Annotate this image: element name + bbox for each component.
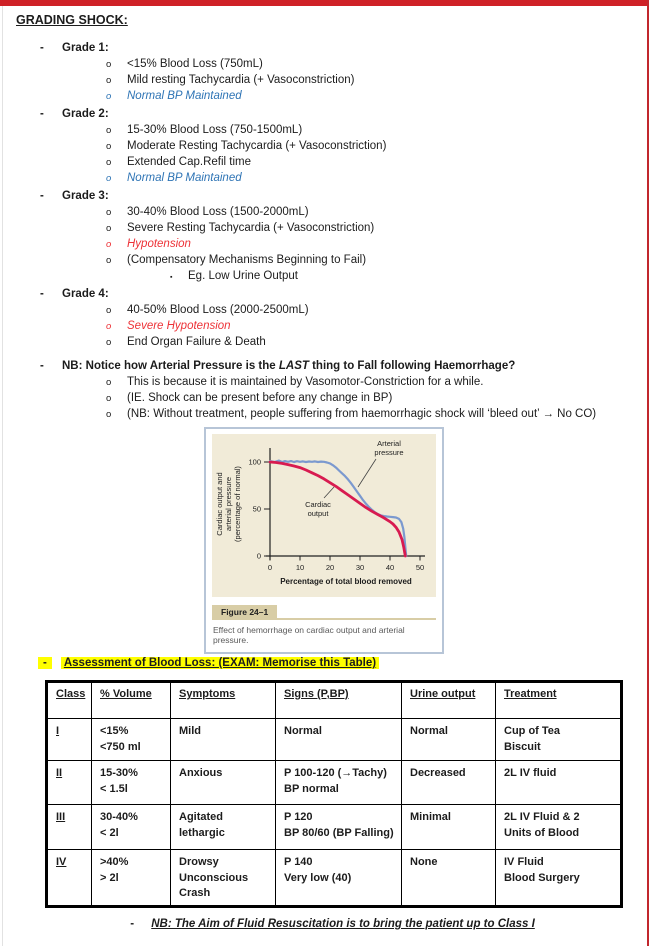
bullet-icon: o (106, 125, 112, 136)
table-cell (276, 761, 402, 805)
cardiac-output-curve (270, 462, 405, 556)
series-label: Cardiac (305, 500, 331, 509)
list-item-text: <15% Blood Loss (750mL) (127, 58, 263, 70)
list-item-text: Grade 2: (62, 108, 109, 120)
assessment-heading: Assessment of Blood Loss: (EXAM: Memorise this Table) (61, 657, 379, 669)
table-cell (47, 850, 92, 907)
table-cell-line: P 140 (284, 856, 313, 868)
bullet-icon: o (106, 305, 112, 316)
nb-item (0, 406, 641, 422)
bullet-icon: o (106, 377, 112, 388)
table-cell-line: Unconscious (179, 871, 249, 884)
table-cell (402, 719, 496, 761)
table-header-label: % Volume (100, 688, 152, 700)
table-cell-line: > 2l (100, 871, 119, 884)
table-cell-line: IV (56, 856, 67, 868)
list-item-text: Hypotension (127, 238, 191, 250)
nb-item (0, 390, 641, 406)
table-cell (92, 805, 171, 850)
table-cell-line: Normal (410, 725, 448, 737)
y-axis-title: Cardiac output and (215, 472, 224, 536)
grade-heading (0, 286, 641, 302)
grade-item (0, 56, 641, 72)
bullet-icon: - (40, 190, 44, 202)
table-cell (496, 761, 622, 805)
table-cell-line: Minimal (410, 811, 451, 823)
list-item-text: Moderate Resting Tachycardia (+ Vasoconstriction) (127, 140, 387, 152)
table-cell (402, 761, 496, 805)
list-item-text: (Compensatory Mechanisms Beginning to Fail) (127, 254, 367, 266)
table-cell-line: 2L IV Fluid & 2 (504, 811, 580, 823)
list-item-text: Normal BP Maintained (127, 90, 242, 102)
table-cell-line: Decreased (410, 767, 466, 779)
grade-item (0, 220, 641, 236)
list-item-text: Grade 3: (62, 190, 109, 202)
annotation-leader-line (358, 459, 376, 487)
nb-title-line (0, 358, 641, 374)
bullet-icon: o (106, 409, 112, 420)
x-tick-label: 50 (415, 563, 425, 572)
table-cell-line: Drowsy (179, 856, 219, 868)
x-tick-label: 30 (355, 563, 365, 572)
y-tick-label: 100 (248, 457, 261, 467)
y-axis-title: arterial pressure (224, 476, 233, 532)
bullet-icon: o (106, 157, 112, 168)
table-cell-line: < 1.5l (100, 782, 128, 795)
bullet-icon: ▪ (170, 274, 173, 281)
table-cell (402, 805, 496, 850)
list-item-text: Grade 1: (62, 42, 109, 54)
table-header-cell (276, 682, 402, 719)
nb-item (0, 374, 641, 390)
table-cell (47, 719, 92, 761)
table-cell-line: Blood Surgery (504, 871, 580, 884)
table-cell (496, 850, 622, 907)
table-header-cell (171, 682, 276, 719)
footnote-text: NB: The Aim of Fluid Resuscitation is to bring the patient up to Class I (151, 918, 535, 930)
table-header-label: Symptoms (179, 688, 236, 700)
grade-item (0, 154, 641, 170)
list-item-text: Extended Cap.Refil time (127, 156, 252, 168)
dash-bullet-icon: - (130, 918, 135, 930)
bullet-icon: o (106, 337, 112, 348)
dash-bullet-icon: - (40, 360, 44, 372)
table-body (47, 719, 622, 907)
table-cell (171, 805, 276, 850)
grade-item (0, 252, 641, 268)
table-cell-line: lethargic (179, 826, 225, 839)
list-item-text: Normal BP Maintained (127, 172, 242, 184)
list-item-text: 15-30% Blood Loss (750-1500mL) (127, 124, 303, 136)
table-cell-line: Cup of Tea (504, 725, 561, 737)
grade-heading (0, 188, 641, 204)
table-header-cell (402, 682, 496, 719)
grade-item (0, 302, 641, 318)
arterial-pressure-curve (270, 461, 406, 556)
table-cell-line: BP 80/60 (BP Falling) (284, 826, 394, 839)
table-cell (92, 850, 171, 907)
table-cell (402, 850, 496, 907)
bullet-icon: - (40, 108, 44, 120)
grade-heading (0, 40, 641, 56)
grade-item (0, 138, 641, 154)
table-header-label: Urine output (410, 688, 476, 700)
x-tick-label: 20 (325, 563, 335, 572)
list-item-text: This is because it is maintained by Vasomotor-Constriction for a while. (127, 376, 484, 388)
table-cell-line: Mild (179, 725, 201, 737)
grade-heading (0, 106, 641, 122)
bullet-icon: o (106, 255, 112, 266)
table-header-label: Class (56, 688, 86, 700)
bullet-icon: o (106, 207, 112, 218)
table-cell-line: 15-30% (100, 767, 138, 779)
bullet-icon: o (106, 59, 112, 70)
table-cell (496, 719, 622, 761)
table-cell (276, 850, 402, 907)
table-header-cell (496, 682, 622, 719)
list-item-text: Grade 4: (62, 288, 109, 300)
table-cell-line: Very low (40) (284, 871, 352, 884)
grade-item (0, 122, 641, 138)
list-item-text: 30-40% Blood Loss (1500-2000mL) (127, 206, 309, 218)
list-item-text: Severe Hypotension (127, 320, 231, 332)
bullet-icon: o (106, 321, 112, 332)
y-tick-label: 0 (256, 551, 261, 561)
grade-item (0, 88, 641, 104)
list-item-text: (IE. Shock can be present before any change in BP) (127, 392, 393, 404)
table-cell-line: IV Fluid (504, 856, 544, 868)
bullet-icon: - (40, 42, 44, 54)
nb-section (0, 356, 641, 422)
x-tick-label: 40 (385, 563, 395, 572)
table-header-row (47, 682, 622, 719)
table-cell (171, 761, 276, 805)
list-item-text: End Organ Failure & Death (127, 336, 266, 348)
table-cell-line: Biscuit (504, 740, 541, 753)
bullet-icon: o (106, 223, 112, 234)
table-cell (92, 719, 171, 761)
table-header-label: Treatment (504, 688, 557, 700)
page-title: GRADING SHOCK: (16, 13, 128, 27)
bullet-icon: o (106, 75, 112, 86)
table-cell-line: Anxious (179, 767, 223, 779)
table-header-label: Signs (P,BP) (284, 688, 349, 700)
list-item-text: Eg. Low Urine Output (188, 270, 298, 282)
table-cell-line: None (410, 856, 438, 868)
table-cell-line: II (56, 767, 63, 779)
assessment-heading-line (38, 657, 379, 669)
table-cell-line: Units of Blood (504, 826, 580, 839)
figure-box (204, 427, 444, 654)
table-cell-line: <750 ml (100, 740, 141, 753)
highlighted-dash-bullet: - (38, 657, 52, 669)
hemorrhage-chart (212, 434, 436, 597)
bullet-icon: - (40, 288, 44, 300)
list-item-text: Severe Resting Tachycardia (+ Vasoconstriction) (127, 222, 375, 234)
table-cell (92, 761, 171, 805)
chart-panel (212, 434, 436, 597)
grading-shock-list (0, 38, 641, 350)
bullet-icon: o (106, 91, 112, 102)
table-cell (47, 805, 92, 850)
y-tick-label: 50 (252, 504, 261, 514)
table-cell-line: <15% (100, 725, 129, 737)
series-label: Arterial (377, 439, 401, 448)
table-header-cell (47, 682, 92, 719)
table-header-cell (92, 682, 171, 719)
table-cell-line: 30-40% (100, 811, 138, 823)
grade-item (0, 170, 641, 186)
series-label: pressure (374, 448, 404, 457)
assessment-table (45, 680, 623, 908)
nb-items (0, 374, 641, 422)
grade-subitem (0, 268, 641, 284)
series-label: output (307, 509, 329, 518)
bullet-icon: o (106, 141, 112, 152)
table-row (47, 719, 622, 761)
bullet-icon: o (106, 393, 112, 404)
x-tick-label: 0 (267, 563, 273, 572)
table-cell-line: Agitated (179, 811, 223, 823)
figure-caption: Effect of hemorrhage on cardiac output and arterial pressure. (213, 625, 405, 645)
table-cell (171, 719, 276, 761)
table-cell-line: 2L IV fluid (504, 767, 557, 779)
list-item-text: Mild resting Tachycardia (+ Vasoconstriction) (127, 74, 355, 86)
x-axis-title: Percentage of total blood removed (280, 577, 412, 586)
nb-title: NB: Notice how Arterial Pressure is the LAST thing to Fall following Haemorrhage? (62, 360, 516, 372)
bullet-icon: o (106, 239, 112, 250)
y-axis-title: (percentage of normal) (233, 466, 242, 542)
grade-item (0, 72, 641, 88)
table-cell (276, 805, 402, 850)
table-cell-line: P 120 (284, 811, 313, 823)
grade-item (0, 334, 641, 350)
table-cell-line: I (56, 725, 60, 737)
table-cell-line: Normal (284, 725, 322, 737)
table-row (47, 761, 622, 805)
list-item-text: 40-50% Blood Loss (2000-2500mL) (127, 304, 309, 316)
page-top-red-border (0, 0, 649, 6)
table-row (47, 850, 622, 907)
figure-label-row (212, 605, 436, 620)
table-cell (47, 761, 92, 805)
table-cell-line: III (56, 811, 66, 823)
bullet-icon: o (106, 173, 112, 184)
grade-item (0, 318, 641, 334)
annotation-leader-line (324, 487, 334, 498)
table-row (47, 805, 622, 850)
table-cell (276, 719, 402, 761)
table-cell (171, 850, 276, 907)
list-item-text: (NB: Without treatment, people suffering from haemorrhagic shock will ‘bleed out’ → No CO) (127, 408, 597, 420)
grade-item (0, 204, 641, 220)
table-cell-line: P 100-120 (→Tachy) (284, 767, 387, 779)
figure-label: Figure 24–1 (212, 605, 277, 618)
table-cell-line: BP normal (284, 782, 339, 795)
table-cell-line: < 2l (100, 826, 119, 839)
x-tick-label: 10 (295, 563, 305, 572)
table-cell-line: Crash (179, 887, 211, 899)
footnote-line (45, 918, 620, 930)
table-cell (496, 805, 622, 850)
table-cell-line: >40% (100, 856, 129, 868)
grade-item (0, 236, 641, 252)
